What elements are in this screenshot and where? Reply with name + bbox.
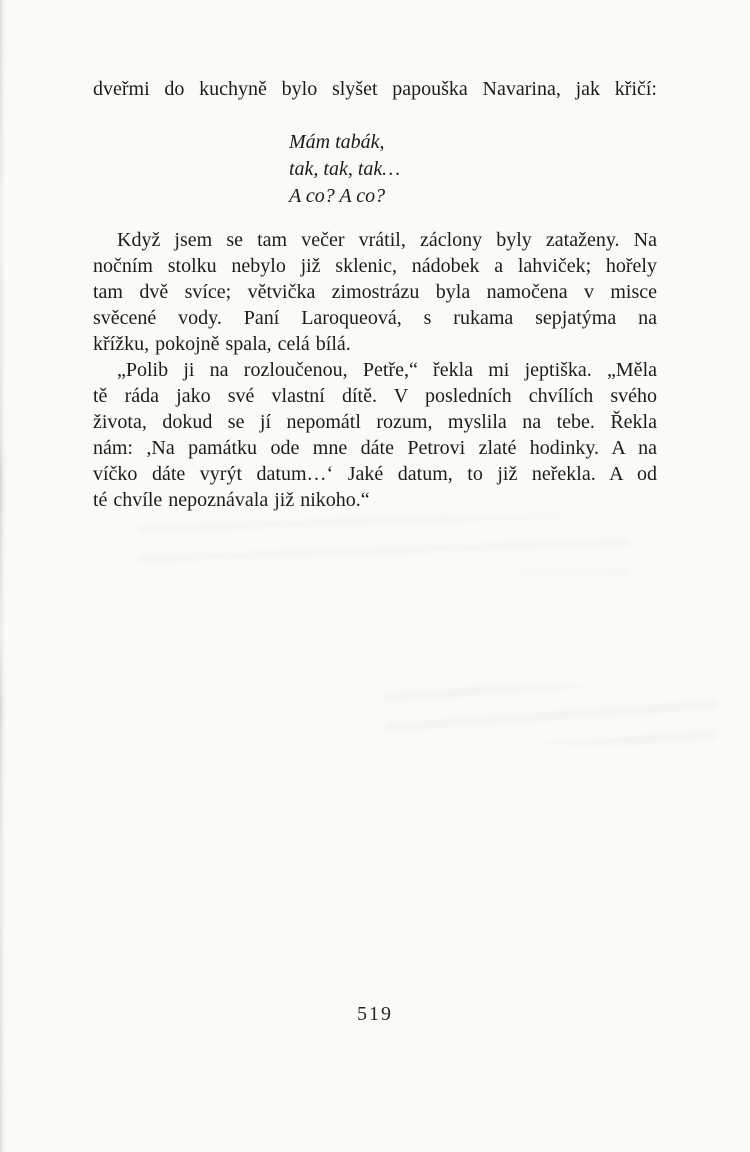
text-line: nočním stolku nebylo již sklenic, nádobek a lahviček; hořely: [93, 255, 657, 277]
text-line: té chvíle nepoznávala již nikoho.“: [93, 489, 370, 511]
text-line: tam dvě svíce; větvička zimostrázu byla namočena v misce: [93, 281, 657, 303]
binding-edge-shadow: [0, 0, 6, 1152]
text-line-continuation: dveřmi do kuchyně bylo slyšet papouška Navarina, jak křičí:: [93, 78, 657, 100]
page-number: 519: [357, 1003, 393, 1025]
text-line: křížku, pokojně spala, celá bílá.: [93, 333, 351, 355]
text-line: života, dokud se jí nepomátl rozum, myslila na tebe. Řekla: [93, 411, 657, 433]
page-text-block: [93, 76, 657, 513]
verse-line: A co? A co?: [289, 185, 386, 207]
verse-line: tak, tak, tak…: [289, 158, 401, 180]
verse-line: Mám tabák,: [289, 131, 385, 153]
text-line: Když jsem se tam večer vrátil, záclony byly zataženy. Na: [117, 229, 657, 251]
paragraph: [93, 227, 657, 357]
text-line: svěcené vody. Paní Laroqueová, s rukama sepjatýma na: [93, 307, 657, 329]
verse-block: [93, 129, 657, 210]
ink-showthrough-smudge: [385, 686, 715, 744]
paragraph: [93, 357, 657, 513]
text-line: „Polib ji na rozloučenou, Petře,“ řekla mi jeptiška. „Měla: [117, 359, 657, 381]
ink-showthrough-smudge: [140, 516, 630, 574]
text-line: víčko dáte vyrýt datum…‘ Jaké datum, to již neřekla. A od: [93, 463, 657, 485]
text-line: tě ráda jako své vlastní dítě. V posledních chvílích svého: [93, 385, 657, 407]
text-line: nám: ,Na památku ode mne dáte Petrovi zlaté hodinky. A na: [93, 437, 657, 459]
